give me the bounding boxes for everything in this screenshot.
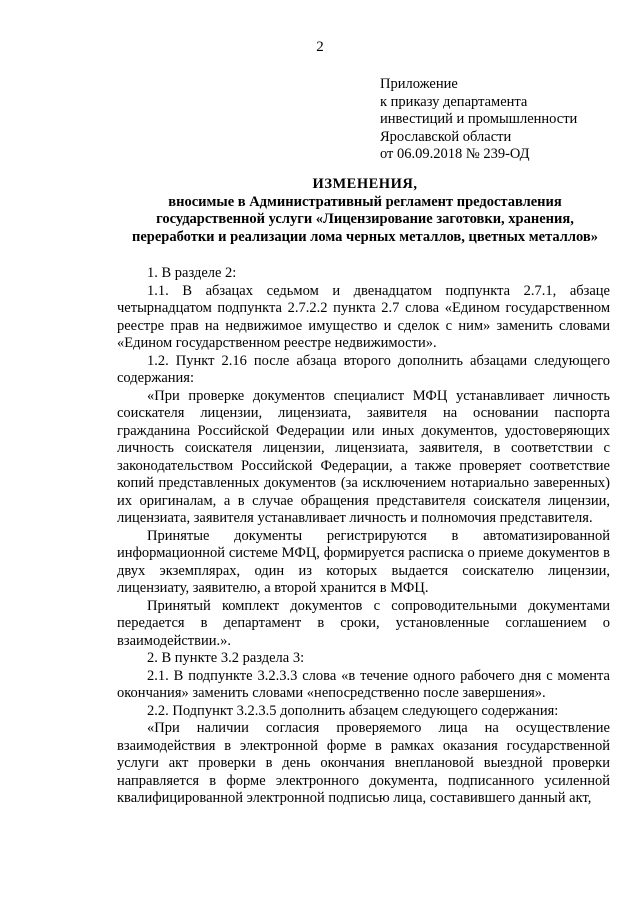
paragraph: 2.2. Подпункт 3.2.3.5 дополнить абзацем следующего содержания: <box>147 702 559 719</box>
paragraph: 1.2. Пункт 2.16 после абзаца второго дополнить абзацами следующего содержания: <box>117 352 610 386</box>
appendix-line: Ярославской области <box>380 128 512 145</box>
paragraph: «При наличии согласия проверяемого лица на осуществление взаимодействия в электронной форме в рамках оказания государственной услуги акт проверки в день окончания внеплановой выездной проверки направляется в форме электронного документа, подписанного усиленной квалифицированной электронной подписью лица, составившего данный акт, <box>117 720 610 806</box>
paragraph: «При проверке документов специалист МФЦ устанавливает личность соискателя лицензии, лицензиата, заявителя на основании паспорта гражданина Российской Федерации или иных документов, удостоверяющих личность соискателя лицензии, лицензиата, заявителя, в соответствии с законодательством Российской Федерации, а также проверяет соответствие копий представленных документов (за исключением нотариально заверенных) их оригиналам, а в случае обращения представителя соискателя лицензии, лицензиата, заявителя устанавливает личность и полномочия представителя. <box>117 387 610 526</box>
paragraph: 2.1. В подпункте 3.2.3.3 слова «в течение одного рабочего дня с момента окончания» заменить словами «непосредственно после завершения». <box>117 667 610 701</box>
appendix-line: инвестиций и промышленности <box>380 111 578 127</box>
page-number: 2 <box>316 39 324 55</box>
appendix-line: к приказу департамента <box>380 93 528 110</box>
heading-line: вносимые в Административный регламент предоставления <box>168 193 562 210</box>
paragraph: Принятые документы регистрируются в автоматизированной информационной системе МФЦ, формируется расписка о приеме документов в двух экземплярах, один из которых выдается соискателю лицензии, лицензиату, заявителю, а второй хранится в МФЦ. <box>117 527 610 596</box>
paragraph: 1.1. В абзацах седьмом и двенадцатом подпункта 2.7.1, абзаце четырнадцатом подпункта 2.7.2.2 пункта 2.7 слова «Едином государственном реестре прав на недвижимое имущество и сделок с ним» заменить словами «Едином государственном реестре недвижимости». <box>117 282 610 351</box>
paragraph: Принятый комплект документов с сопроводительными документами передается в департамент в сроки, установленные соглашением о взаимодействии.». <box>117 597 610 649</box>
document-heading <box>110 176 620 246</box>
appendix-line: от 06.09.2018 № 239-ОД <box>380 146 530 162</box>
heading-line: переработки и реализации лома черных металлов, цветных металлов» <box>131 228 599 245</box>
heading-line: государственной услуги «Лицензирование заготовки, хранения, <box>156 211 574 227</box>
document-body <box>117 265 610 808</box>
appendix-line: Приложение <box>380 76 458 92</box>
paragraph: 1. В разделе 2: <box>147 265 237 281</box>
heading-title: ИЗМЕНЕНИЯ, <box>312 176 418 192</box>
paragraph: 2. В пункте 3.2 раздела 3: <box>147 650 305 666</box>
appendix-block <box>380 76 620 164</box>
